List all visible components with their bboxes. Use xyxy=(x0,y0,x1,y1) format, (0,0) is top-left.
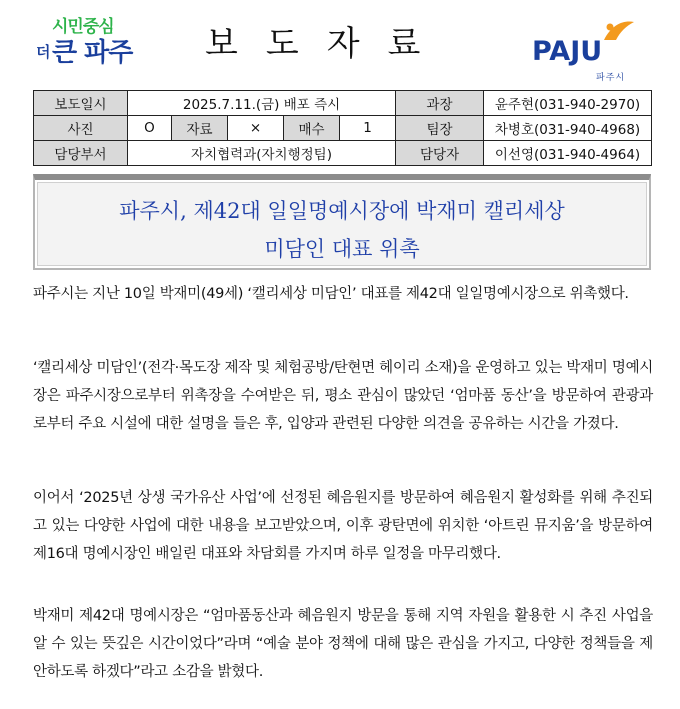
table-row xyxy=(34,116,652,141)
pages-label: 매수 xyxy=(284,116,340,141)
team-leader-label: 팀장 xyxy=(396,116,484,141)
document-title: 보도자료 xyxy=(205,24,449,64)
department-label: 담당부서 xyxy=(34,141,128,166)
paragraph-3: 이어서 ‘2025년 상생 국가유산 사업’에 선정된 혜음원지를 방문하여 혜음원지 활성화를 위해 추진되고 있는 다양한 사업에 대한 내용을 보고받았으며, 이후 광탄면에 위치한 ‘아트린 뮤지움’을 방문하여 제16대 명예시장인 배일린 대표와 차담회를 가지며 하루 일정을 마무리했다. xyxy=(33,490,653,562)
photo-label: 사진 xyxy=(34,116,128,141)
logo-sub-text: 파주시 xyxy=(596,73,626,83)
team-leader-value: 차병호(031-940-4968) xyxy=(484,116,652,141)
headline-line1: 파주시, 제42대 일일명예시장에 박재미 캘리세상 xyxy=(119,199,565,223)
manager-label: 담당자 xyxy=(396,141,484,166)
material-value: × xyxy=(228,116,284,141)
release-date-value: 2025.7.11.(금) 배포 즉시 xyxy=(128,91,396,116)
logo-slogan-prefix: 더 xyxy=(36,43,51,61)
city-slogan-logo xyxy=(36,10,156,80)
photo-value: O xyxy=(128,116,172,141)
department-value: 자치협력과(자치행정팀) xyxy=(128,141,396,166)
paju-logo-mark-icon xyxy=(602,18,636,44)
release-info-table xyxy=(33,90,652,166)
table-row xyxy=(34,141,652,166)
headline-line2: 미담인 대표 위촉 xyxy=(264,237,420,261)
table-row xyxy=(34,91,652,116)
pages-value: 1 xyxy=(340,116,396,141)
paragraph-2: ‘캘리세상 미담인’(전각·목도장 제작 및 체험공방/탄현면 헤이리 소재)을 운영하고 있는 박재미 명예시장은 파주시장으로부터 위촉장을 수여받은 뒤, 평소 관심이 많았던 ‘엄마품 동산’을 방문하여 관광과로부터 주요 시설에 대한 설명을 들은 후, 입양과 관련된 다양한 의견을 공유하는 시간을 가졌다. xyxy=(33,360,653,432)
section-chief-label: 과장 xyxy=(396,91,484,116)
paju-city-logo xyxy=(524,14,644,84)
logo-slogan-line2: 큰 파주 xyxy=(52,38,133,68)
section-chief-value: 윤주현(031-940-2970) xyxy=(484,91,652,116)
logo-brand-text: PAJU xyxy=(532,36,603,67)
release-date-label: 보도일시 xyxy=(34,91,128,116)
headline-box xyxy=(33,174,651,270)
logo-slogan-line1: 시민중심 xyxy=(52,17,114,37)
material-label: 자료 xyxy=(172,116,228,141)
paragraph-4: 박재미 제42대 명예시장은 “엄마품동산과 혜음원지 방문을 통해 지역 자원을 활용한 시 추진 사업을 알 수 있는 뜻깊은 시간이었다”라며 “예술 분야 정책에 대해 많은 관심을 가지고, 다양한 정책들을 제안하도록 하겠다”라고 소감을 밝혔다. xyxy=(33,608,653,680)
manager-value: 이선영(031-940-4964) xyxy=(484,141,652,166)
paragraph-1: 파주시는 지난 10일 박재미(49세) ‘캘리세상 미담인’ 대표를 제42대 일일명예시장으로 위촉했다. xyxy=(33,286,629,302)
header xyxy=(0,0,680,88)
headline-inner xyxy=(37,182,647,266)
